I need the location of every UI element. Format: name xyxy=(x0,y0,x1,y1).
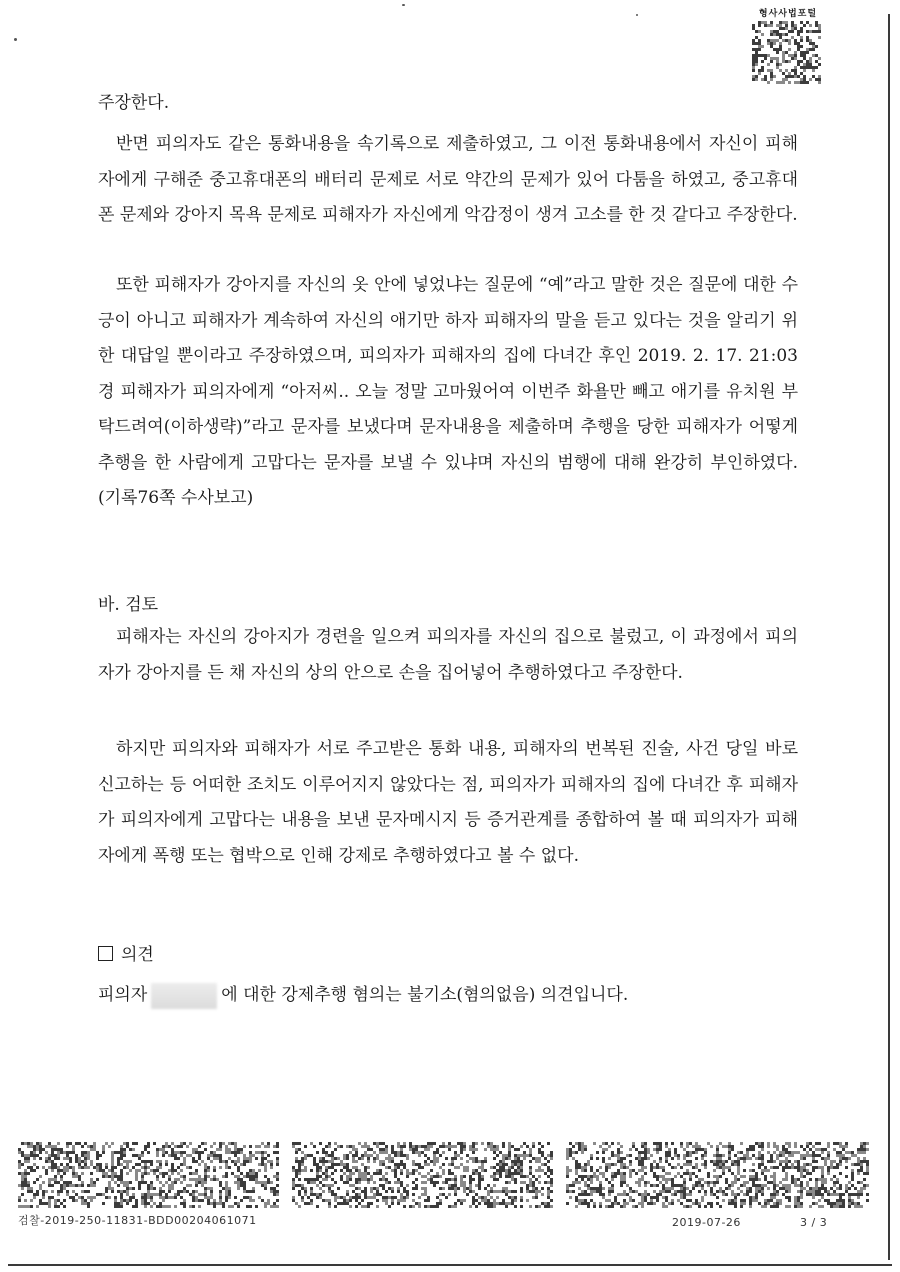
qr-code-icon xyxy=(752,21,822,85)
footer-qr-strip-center xyxy=(292,1142,554,1210)
redacted-name xyxy=(151,983,217,1009)
paragraph-text: 피해자는 자신의 강아지가 경련을 일으켜 피의자를 자신의 집으로 불렀고, 이 과정에서 피의자가 강아지를 든 채 자신의 상의 안으로 손을 집어넣어 추행하였다고 주장한다. xyxy=(98,627,798,683)
page-number: 3 / 3 xyxy=(800,1216,828,1229)
footer-qr-strip-right xyxy=(566,1142,871,1210)
opinion-heading-text: 의견 xyxy=(121,945,154,965)
paragraph-text: 또한 피해자가 강아지를 자신의 옷 안에 넣었냐는 질문에 “예”라고 말한 것은 질문에 대한 수긍이 아니고 피해자가 계속하여 자신의 애기만 하자 피해자의 말을 듣고 있다는 것을 알리기 위한 대답일 뿐이라고 주장하였으며, 피의자가 피해자의 집에 다녀간 후인 2019. 2. 17. 21:03경 피해자가 피의자에게 “아저씨.. 오늘 정말 고마웠어여 이번주 화욜만 빼고 애기를 유치원 부탁드려여(이하생략)”라고 문자를 보냈다며 문자내용을 제출하며 추행을 당한 피해자가 어떻게 추행을 한 사람에게 고맙다는 문자를 보낼 수 있냐며 자신의 범행에 대해 완강히 부인하였다.(기록76쪽 수사보고) xyxy=(98,275,798,508)
paragraph-review-conclusion xyxy=(98,732,798,874)
footer-qr-strip-left xyxy=(18,1142,280,1210)
portal-label: 형사사법포털 xyxy=(758,9,818,19)
qr-pattern xyxy=(566,1142,869,1208)
portal-qr-block xyxy=(752,6,824,86)
paragraph-continuation: 주장한다. xyxy=(98,93,170,113)
document-date: 2019-07-26 xyxy=(672,1216,741,1229)
opinion-heading xyxy=(98,940,154,965)
opinion-prefix: 피의자 xyxy=(98,985,148,1005)
opinion-statement xyxy=(98,980,628,1009)
paragraph-text: 하지만 피의자와 피해자가 서로 주고받은 통화 내용, 피해자의 번복된 진술, 사건 당일 바로 신고하는 등 어떠한 조치도 이루어지지 않았다는 점, 피의자가 피해자의 집에 다녀간 후 피해자가 피의자에게 고맙다는 내용을 보낸 문자메시지 등 증거관계를 종합하여 볼 때 피의자가 피해자에게 폭행 또는 협박으로 인해 강제로 추행하였다고 볼 수 없다. xyxy=(98,739,798,866)
paragraph-victim-claim xyxy=(98,620,798,691)
checkbox-icon xyxy=(98,946,113,961)
scan-speck xyxy=(636,14,638,16)
qr-pattern xyxy=(292,1142,553,1208)
scan-speck xyxy=(402,4,405,6)
paragraph-text: 반면 피의자도 같은 통화내용을 속기록으로 제출하였고, 그 이전 통화내용에서 자신이 피해자에게 구해준 중고휴대폰의 배터리 문제로 서로 약간의 문제가 있어 다툼을 하였고, 중고휴대폰 문제와 강아지 목욕 문제로 피해자가 자신에게 악감정이 생겨 고소를 한 것 같다고 주장한다. xyxy=(98,134,798,225)
scan-border-right xyxy=(888,14,890,1260)
scan-speck xyxy=(14,38,17,41)
section-heading-review: 바. 검토 xyxy=(98,595,159,615)
paragraph-suspect-claim xyxy=(98,127,798,234)
opinion-suffix: 에 대한 강제추행 혐의는 불기소(혐의없음) 의견입니다. xyxy=(221,985,629,1005)
paragraph-suspect-denial xyxy=(98,268,798,517)
scan-border-bottom xyxy=(8,1264,892,1266)
qr-pattern xyxy=(18,1142,279,1208)
document-id: 검찰-2019-250-11831-BDD00204061071 xyxy=(18,1214,257,1227)
